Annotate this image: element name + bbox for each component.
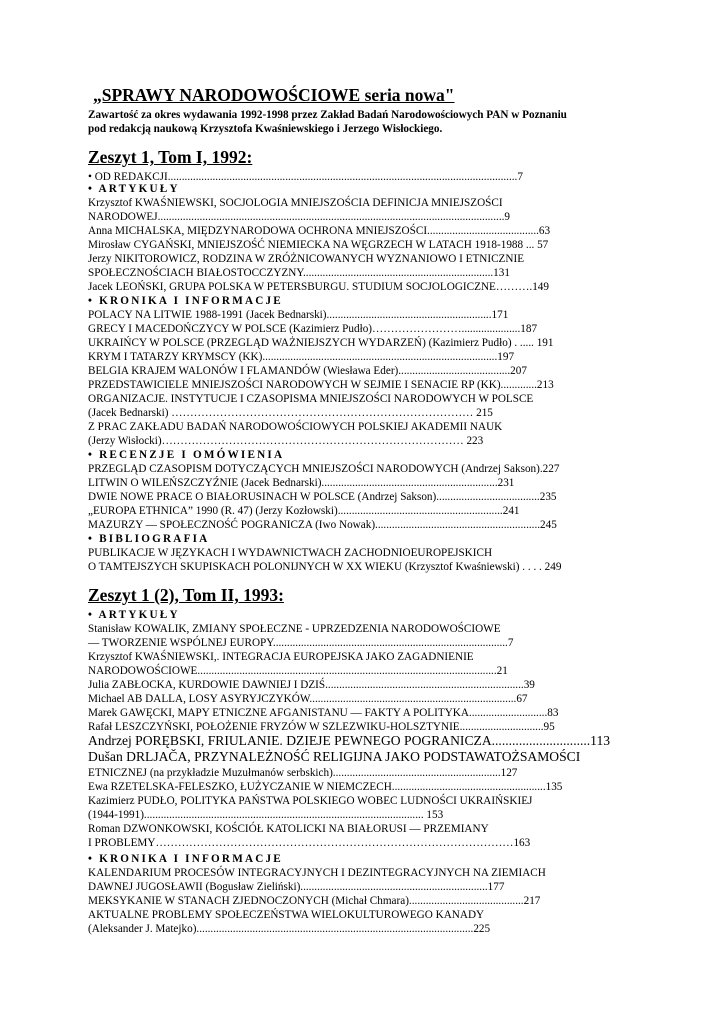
toc-entry: — TWORZENIE WSPÓLNEJ EUROPY....................................................................................7 [88, 637, 514, 649]
document-title: „SPRAWY NARODOWOŚCIOWE seria nowa" [93, 85, 455, 105]
toc-entry: Jerzy NIKITOROWICZ, RODZINA W ZRÓŻNICOWANYCH WYZNANIOWO I ETNICZNIE [88, 253, 525, 265]
toc-entry: POLACY NA LITWIE 1988-1991 (Jacek Bednarski)...........................................................171 [88, 309, 509, 321]
toc-entry: Julia ZABŁOCKA, KURDOWIE DAWNIEJ I DZIŚ.......................................................................39 [88, 679, 535, 691]
toc-entry: Rafał LESZCZYŃSKI, POŁOŻENIE FRYZÓW W SZLEZWIKU-HOLSZTYNIE..............................95 [88, 721, 555, 733]
toc-entry: Ewa RZETELSKA-FELESZKO, ŁUŻYCZANIE W NIEMCZECH.......................................................135 [88, 781, 563, 793]
toc-entry: MAZURZY — SPOŁECZNOŚĆ POGRANICZA (Iwo Nowak)...........................................................245 [88, 519, 557, 531]
toc-entry: Michael AB DALLA, LOSY ASYRYJCZYKÓW..........................................................................67 [88, 693, 528, 705]
section-heading: • KRONIKA I INFORMACJE [88, 295, 283, 307]
toc-entry: • OD REDAKCJI.............................................................................................................................7 [88, 171, 523, 183]
section-heading: • ARTYKUŁY [88, 183, 180, 195]
toc-entry: Marek GAWĘCKI, MAPY ETNICZNE AFGANISTANU — FAKTY A POLITYKA............................83 [88, 707, 559, 719]
toc-entry: Roman DZWONKOWSKI, KOŚCIÓŁ KATOLICKI NA BIAŁORUSI — PRZEMIANY [88, 823, 489, 835]
toc-entry: Andrzej PORĘBSKI, FRIULANIE. DZIEJE PEWNEGO POGRANICZA.............................113 [88, 733, 611, 748]
toc-entry: „EUROPA ETHNICA” 1990 (R. 47) (Jerzy Kozłowski)...........................................................241 [88, 505, 520, 517]
toc-entry: KALENDARIUM PROCESÓW INTEGRACYJNYCH I DEZINTEGRACYJNYCH NA ZIEMIACH [88, 867, 546, 879]
toc-entry: PRZEDSTAWICIELE MNIEJSZOŚCI NARODOWYCH W SEJMIE I SENACIE RP (KK).............213 [88, 379, 554, 391]
toc-entry: I PROBLEMY……………………………………………………………………………………163 [88, 837, 531, 849]
toc-entry: NARODOWEJ............................................................................................................................9 [88, 211, 511, 223]
toc-entry: NARODOWOŚCIOWE...........................................................................................................21 [88, 665, 508, 677]
section-heading: • ARTYKUŁY [88, 609, 180, 621]
toc-entry: GRECY I MACEDOŃCZYCY W POLSCE (Kazimierz Pudło)…………………….....................187 [88, 323, 538, 335]
toc-entry: (Aleksander J. Matejko)...................................................................................................225 [88, 923, 491, 935]
section-heading: • BIBLIOGRAFIA [88, 533, 210, 545]
toc-entry: O TAMTEJSZYCH SKUPISKACH POLONIJNYCH W XX WIEKU (Krzysztof Kwaśniewski) . . . . 249 [88, 561, 562, 573]
toc-entry: (1944-1991).................................................................................................... 153 [88, 809, 444, 821]
document-subtitle-line-1: Zawartość za okres wydawania 1992-1998 przez Zakład Badań Narodowościowych PAN w Poznaniu [88, 109, 567, 121]
issue-heading: Zeszyt 1, Tom I, 1992: [88, 147, 253, 167]
toc-entry: PUBLIKACJE W JĘZYKACH I WYDAWNICTWACH ZACHODNIOEUROPEJSKICH [88, 547, 493, 559]
document-subtitle-line-2: pod redakcją naukową Krzysztofa Kwaśniewskiego i Jerzego Wisłockiego. [88, 123, 443, 135]
toc-entry: AKTUALNE PROBLEMY SPOŁECZEŃSTWA WIELOKULTUROWEGO KANADY [88, 909, 485, 921]
issue-heading: Zeszyt 1 (2), Tom II, 1993: [88, 585, 284, 605]
toc-entry: Mirosław CYGAŃSKI, MNIEJSZOŚĆ NIEMIECKA NA WĘGRZECH W LATACH 1918-1988 ... 57 [88, 239, 549, 251]
toc-entry: DWIE NOWE PRACE O BIAŁORUSINACH W POLSCE (Andrzej Sakson).....................................235 [88, 491, 557, 503]
toc-entry: Krzysztof KWAŚNIEWSKI, SOCJOLOGIA MNIEJSZOŚCIA DEFINICJA MNIEJSZOŚCI [88, 197, 503, 209]
toc-entry: Krzysztof KWAŚNIEWSKI,. INTEGRACJA EUROPEJSKA JAKO ZAGADNIENIE [88, 651, 474, 663]
toc-entry: BELGIA KRAJEM WALONÓW I FLAMANDÓW (Wiesława Eder)........................................207 [88, 365, 527, 377]
toc-entry: SPOŁECZNOŚCIACH BIAŁOSTOCCZYZNY....................................................................131 [88, 267, 510, 279]
toc-entry: LITWIN O WILEŃSZCZYŹNIE (Jacek Bednarski)...............................................................231 [88, 477, 515, 489]
toc-entry: Anna MICHALSKA, MIĘDZYNARODOWA OCHRONA MNIEJSZOŚCI........................................63 [88, 225, 551, 237]
toc-entry: Stanisław KOWALIK, ZMIANY SPOŁECZNE - UPRZEDZENIA NARODOWOŚCIOWE [88, 623, 501, 635]
toc-entry: MEKSYKANIE W STANACH ZJEDNOCZONYCH (Michał Chmara).........................................217 [88, 895, 541, 907]
toc-entry: ORGANIZACJE. INSTYTUCJE I CZASOPISMA MNIEJSZOŚCI NARODOWYCH W POLSCE [88, 393, 534, 405]
toc-entry: UKRAIŃCY W POLSCE (PRZEGLĄD WAŻNIEJSZYCH WYDARZEŃ) (Kazimierz Pudło) . ..... 191 [88, 337, 554, 349]
toc-entry: DAWNEJ JUGOSŁAWII (Bogusław Zieliński)...................................................................177 [88, 881, 505, 893]
toc-entry: Z PRAC ZAKŁADU BADAŃ NARODOWOŚCIOWYCH POLSKIEJ AKADEMII NAUK [88, 421, 503, 433]
section-heading: • RECENZJE I OMÓWIENIA [88, 449, 285, 461]
toc-entry: KRYM I TATARZY KRYMSCY (KK)....................................................................................197 [88, 351, 515, 363]
toc-entry: ETNICZNEJ (na przykładzie Muzułmanów serbskich)............................................................127 [88, 767, 518, 779]
toc-entry: PRZEGLĄD CZASOPISM DOTYCZĄCYCH MNIEJSZOŚCI NARODOWYCH (Andrzej Sakson).227 [88, 463, 560, 475]
toc-entry: Jacek LEOŃSKI, GRUPA POLSKA W PETERSBURGU. STUDIUM SOCJOLOGICZNE……….149 [88, 281, 549, 293]
section-heading: • KRONIKA I INFORMACJE [88, 853, 283, 865]
toc-entry: Dušan DRLJAČA, PRZYNALEŻNOŚĆ RELIGIJNA JAKO PODSTAWATOŻSAMOŚCI [88, 749, 581, 764]
toc-entry: Kazimierz PUDŁO, POLITYKA PAŃSTWA POLSKIEGO WOBEC LUDNOŚCI UKRAIŃSKIEJ [88, 795, 533, 807]
toc-entry: (Jacek Bednarski) ……………………………………………………………………… 215 [88, 407, 493, 419]
toc-entry: (Jerzy Wisłocki)……………………………………………………………………… 223 [88, 435, 484, 447]
